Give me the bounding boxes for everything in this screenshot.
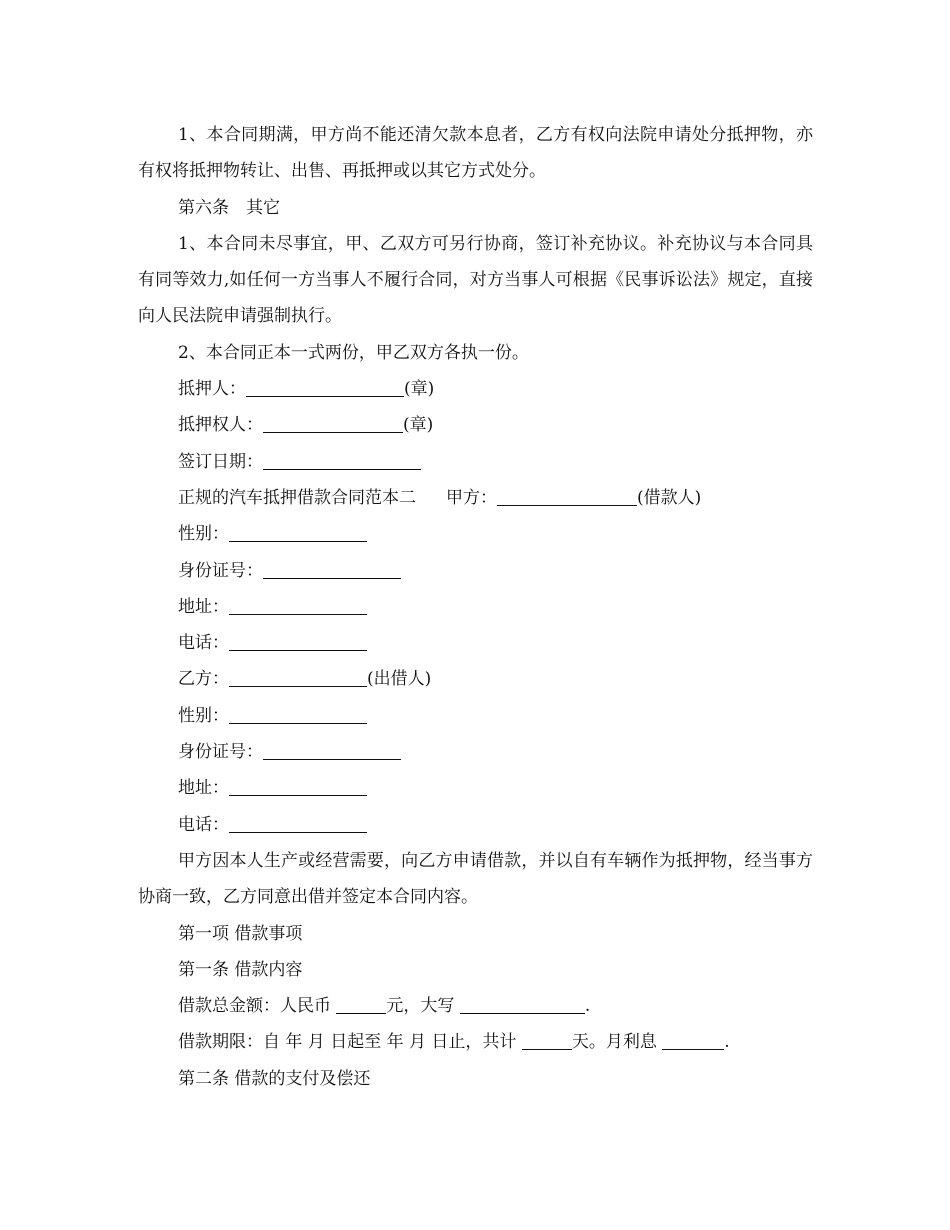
loan-days-blank[interactable] xyxy=(522,1048,572,1050)
party-b-phone-label: 电话： xyxy=(178,814,229,835)
party-b-blank[interactable] xyxy=(229,685,367,687)
party-a-id-label: 身份证号： xyxy=(178,560,263,581)
mortgagee-blank[interactable] xyxy=(263,431,403,433)
party-a-gender-blank[interactable] xyxy=(229,540,367,542)
loan-term-end: . xyxy=(724,1032,730,1053)
monthly-interest-blank[interactable] xyxy=(662,1048,724,1050)
party-a-phone-line xyxy=(138,625,813,661)
mortgagor-seal: (章) xyxy=(404,379,435,400)
clause-expiry-disposal: 1、本合同期满，甲方尚不能还清欠款本息者，乙方有权向法院申请处分抵押物，亦有权将抵押物转让、出售、再抵押或以其它方式处分。 xyxy=(138,125,813,182)
loan-term-unit: 天。月利息 xyxy=(571,1032,657,1053)
party-b-gender-blank[interactable] xyxy=(229,722,367,724)
party-a-phone-blank[interactable] xyxy=(229,649,367,651)
party-a-role: (借款人) xyxy=(637,487,702,508)
party-b-phone-blank[interactable] xyxy=(229,831,367,833)
mortgagor-label: 抵押人： xyxy=(178,379,246,400)
party-b-gender-label: 性别： xyxy=(178,705,229,726)
party-a-address-blank[interactable] xyxy=(229,613,367,615)
mortgagee-seal: (章) xyxy=(403,415,434,436)
party-b-gender-line xyxy=(138,698,813,734)
loan-amount-blank[interactable] xyxy=(336,1012,386,1014)
mortgagee-label: 抵押权人： xyxy=(178,415,263,436)
loan-amount-line xyxy=(138,988,813,1024)
party-b-address-label: 地址： xyxy=(178,778,229,799)
loan-term-label: 借款期限：自 年 月 日起至 年 月 日止，共计 xyxy=(178,1032,517,1053)
loan-term-line xyxy=(138,1024,813,1060)
party-a-id-blank[interactable] xyxy=(263,577,401,579)
party-a-phone-label: 电话： xyxy=(178,633,229,654)
sign-date-label: 签订日期： xyxy=(178,451,263,472)
mortgagor-signature-line xyxy=(138,371,813,407)
party-a-address-line xyxy=(138,589,813,625)
template2-title: 正规的汽车抵押借款合同范本二 xyxy=(178,487,416,508)
party-b-phone-line xyxy=(138,807,813,843)
party-a-blank[interactable] xyxy=(497,504,637,506)
loan-amount-end: . xyxy=(584,996,591,1017)
section-one-heading: 第一项 借款事项 xyxy=(178,923,303,944)
loan-amount-words-blank[interactable] xyxy=(460,1012,585,1014)
party-a-label: 甲方： xyxy=(446,487,497,508)
template2-title-line xyxy=(138,480,813,516)
party-b-id-label: 身份证号： xyxy=(178,742,263,763)
party-b-address-line xyxy=(138,770,813,806)
sign-date-blank[interactable] xyxy=(263,468,421,470)
preamble: 甲方因本人生产或经营需要，向乙方申请借款，并以自有车辆作为抵押物，经当事方协商一致，乙方同意出借并签定本合同内容。 xyxy=(138,850,813,908)
party-a-gender-label: 性别： xyxy=(178,524,229,545)
sign-date-line xyxy=(138,444,813,480)
article-six-heading: 第六条 其它 xyxy=(178,197,280,218)
party-b-role: (出借人) xyxy=(367,669,432,690)
party-a-address-label: 地址： xyxy=(178,596,229,617)
party-a-gender-line xyxy=(138,516,813,552)
clause-copies: 2、本合同正本一式两份，甲乙双方各执一份。 xyxy=(178,342,529,363)
article-one-heading: 第一条 借款内容 xyxy=(178,959,303,980)
party-b-address-blank[interactable] xyxy=(229,794,367,796)
article-two-heading: 第二条 借款的支付及偿还 xyxy=(178,1068,371,1089)
loan-amount-unit: 元，大写 xyxy=(386,996,455,1017)
mortgagor-blank[interactable] xyxy=(246,395,404,397)
party-b-label: 乙方： xyxy=(178,669,229,690)
loan-amount-label: 借款总金额：人民币 xyxy=(178,996,331,1017)
party-b-id-line xyxy=(138,734,813,770)
party-b-line xyxy=(138,661,813,697)
party-a-id-line xyxy=(138,553,813,589)
clause-supplementary: 1、本合同未尽事宜，甲、乙双方可另行协商，签订补充协议。补充协议与本合同具有同等效力,如任何一方当事人不履行合同，对方当事人可根据《民事诉讼法》规定，直接向人民法院申请强制执行。 xyxy=(138,233,813,327)
document-body xyxy=(138,117,813,1097)
mortgagee-signature-line xyxy=(138,407,813,443)
party-b-id-blank[interactable] xyxy=(263,758,401,760)
